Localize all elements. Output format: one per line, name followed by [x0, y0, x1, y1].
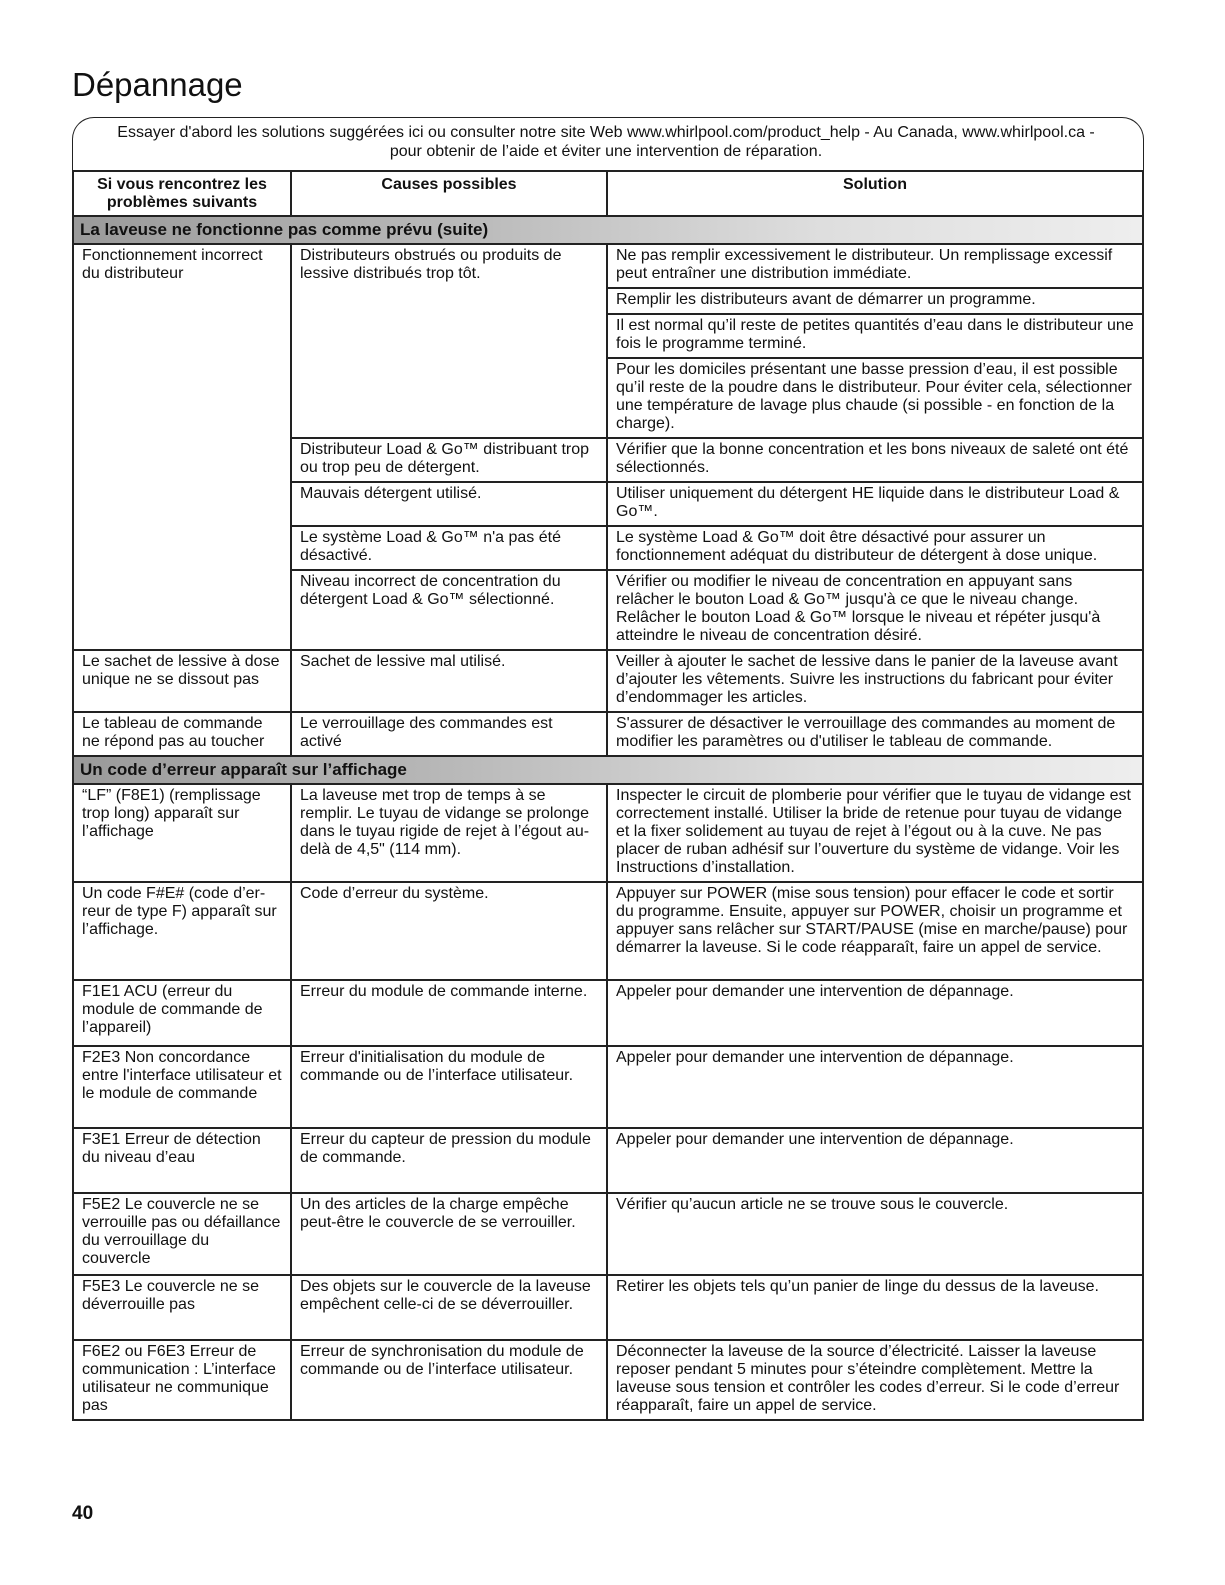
solution-cell: Appeler pour demander une intervention de dépannage.: [607, 1128, 1143, 1193]
table-row: [73, 650, 1143, 712]
problem-cell: Le tableau de commande ne répond pas au toucher: [73, 712, 291, 756]
cause-cell: Code d’erreur du système.: [291, 882, 607, 980]
table-row: [73, 712, 1143, 756]
problem-cell: Le sachet de lessive à dose unique ne se dissout pas: [73, 650, 291, 712]
table-header-row: [73, 171, 1143, 216]
solution-cell: Vérifier que la bonne concentration et les bons niveaux de saleté ont été sélectionnés.: [607, 438, 1143, 482]
solution-cell: Inspecter le circuit de plomberie pour vérifier que le tuyau de vidange est correctement installé. Utiliser la bride de retenue pour tuyau de vidange et la fixer solidement au tuyau de rejet à l’égout ou à la cuve. Ne pas placer de ruban adhésif sur l’ouverture du système de vidange. Voir les Instructions d’installation.: [607, 784, 1143, 882]
cause-cell: Des objets sur le couvercle de la laveuse empêchent celle-ci de se déverrouiller.: [291, 1275, 607, 1340]
problem-cell: F6E2 ou F6E3 Erreur de communication : L’interface utilisateur ne communique pas: [73, 1340, 291, 1420]
cause-cell: Sachet de lessive mal utilisé.: [291, 650, 607, 712]
solution-cell: Retirer les objets tels qu’un panier de linge du dessus de la laveuse.: [607, 1275, 1143, 1340]
solution-cell: Appeler pour demander une intervention de dépannage.: [607, 1046, 1143, 1128]
table-row: [73, 784, 1143, 882]
solution-cell: Vérifier qu’aucun article ne se trouve sous le couvercle.: [607, 1193, 1143, 1275]
cause-cell: Le système Load & Go™ n'a pas été désactivé.: [291, 526, 607, 570]
page-title: Dépannage: [72, 66, 243, 103]
problem-cell: F1E1 ACU (erreur du module de commande de l’appareil): [73, 980, 291, 1046]
problem-cell: Un code F#E# (code d’er-reur de type F) apparaît sur l’affichage.: [73, 882, 291, 980]
troubleshooting-table: [72, 170, 1144, 1421]
cause-cell: Erreur du capteur de pression du module de commande.: [291, 1128, 607, 1193]
cause-cell: Mauvais détergent utilisé.: [291, 482, 607, 526]
solution-cell: Remplir les distributeurs avant de démarrer un programme.: [607, 288, 1143, 314]
table-row: [73, 1046, 1143, 1128]
section-heading: La laveuse ne fonctionne pas comme prévu (suite): [73, 216, 1143, 244]
problem-cell: F2E3 Non concordance entre l'interface utilisateur et le module de commande: [73, 1046, 291, 1128]
solution-cell: Ne pas remplir excessivement le distributeur. Un remplissage excessif peut entraîner une distribution immédiate.: [607, 244, 1143, 288]
problem-cell: F5E3 Le couvercle ne se déverrouille pas: [73, 1275, 291, 1340]
cause-cell: Erreur de synchronisation du module de commande ou de l’interface utilisateur.: [291, 1340, 607, 1420]
solution-cell: Appuyer sur POWER (mise sous tension) pour effacer le code et sortir du programme. Ensuite, appuyer sur POWER, choisir un programme et appuyer sans relâcher sur START/PAUSE (mise en marche/pause) pour démarrer la laveuse. Si le code réapparaît, faire un appel de service.: [607, 882, 1143, 980]
cause-cell: Distributeur Load & Go™ distribuant trop ou trop peu de détergent.: [291, 438, 607, 482]
section-row: [73, 216, 1143, 244]
solution-cell: Vérifier ou modifier le niveau de concentration en appuyant sans relâcher le bouton Load & Go™ jusqu'à ce que le niveau change. Relâcher le bouton Load & Go™ lorsque le niveau et répéter jusqu'à atteindre le niveau de concentration désiré.: [607, 570, 1143, 650]
intro-text: Essayer d'abord les solutions suggérées ici ou consulter notre site Web www.whirlpool.com/product_help - Au Canada, www.whirlpool.ca - pour obtenir de l’aide et éviter une intervention de réparation.: [117, 124, 1095, 160]
table-row: [73, 244, 1143, 288]
table-row: [73, 1340, 1143, 1420]
problem-cell: Fonctionnement incorrect du distributeur: [73, 244, 291, 650]
solution-cell: Déconnecter la laveuse de la source d’électricité. Laisser la laveuse reposer pendant 5 minutes pour s’éteindre complètement. Mettre la laveuse sous tension et contrôler les codes d’erreur. Si le code d’erreur réapparaît, faire un appel de service.: [607, 1340, 1143, 1420]
section-row: [73, 756, 1143, 784]
solution-cell: Le système Load & Go™ doit être désactivé pour assurer un fonctionnement adéquat du distributeur de détergent à dose unique.: [607, 526, 1143, 570]
cause-cell: Niveau incorrect de concentration du détergent Load & Go™ sélectionné.: [291, 570, 607, 650]
page-number: 40: [72, 1503, 94, 1524]
table-row: [73, 1193, 1143, 1275]
table-row: [73, 1128, 1143, 1193]
solution-cell: Veiller à ajouter le sachet de lessive dans le panier de la laveuse avant d’ajouter les vêtements. Suivre les instructions du fabricant pour éviter d’endommager les articles.: [607, 650, 1143, 712]
table-row: [73, 980, 1143, 1046]
cause-cell: Un des articles de la charge empêche peut-être le couvercle de se verrouiller.: [291, 1193, 607, 1275]
cause-cell: Erreur du module de commande interne.: [291, 980, 607, 1046]
solution-cell: Pour les domiciles présentant une basse pression d’eau, il est possible qu’il reste de la poudre dans le distributeur. Pour éviter cela, sélectionner une température de lavage plus chaude (si possible - en fonction de la charge).: [607, 358, 1143, 438]
header-solution: Solution: [607, 171, 1143, 216]
problem-cell: F5E2 Le couvercle ne se verrouille pas ou défaillance du verrouillage du couvercle: [73, 1193, 291, 1275]
solution-cell: Il est normal qu’il reste de petites quantités d’eau dans le distributeur une fois le programme terminé.: [607, 314, 1143, 358]
problem-cell: “LF” (F8E1) (remplissage trop long) apparaît sur l’affichage: [73, 784, 291, 882]
cause-cell: Le verrouillage des commandes est activé: [291, 712, 607, 756]
solution-cell: S'assurer de désactiver le verrouillage des commandes au moment de modifier les paramètres ou d'utiliser le tableau de commande.: [607, 712, 1143, 756]
table-row: [73, 1275, 1143, 1340]
table-row: [73, 882, 1143, 980]
solution-cell: Utiliser uniquement du détergent HE liquide dans le distributeur Load & Go™.: [607, 482, 1143, 526]
cause-cell: Erreur d'initialisation du module de commande ou de l’interface utilisateur.: [291, 1046, 607, 1128]
problem-cell: F3E1 Erreur de détection du niveau d’eau: [73, 1128, 291, 1193]
solution-cell: Appeler pour demander une intervention de dépannage.: [607, 980, 1143, 1046]
cause-cell: Distributeurs obstrués ou produits de lessive distribués trop tôt.: [291, 244, 607, 438]
section-heading: Un code d’erreur apparaît sur l’affichage: [73, 756, 1143, 784]
header-problems: Si vous rencontrez les problèmes suivants: [73, 171, 291, 216]
header-causes: Causes possibles: [291, 171, 607, 216]
cause-cell: La laveuse met trop de temps à se remplir. Le tuyau de vidange se prolonge dans le tuyau rigide de rejet à l’égout au-delà de 4,5" (114 mm).: [291, 784, 607, 882]
